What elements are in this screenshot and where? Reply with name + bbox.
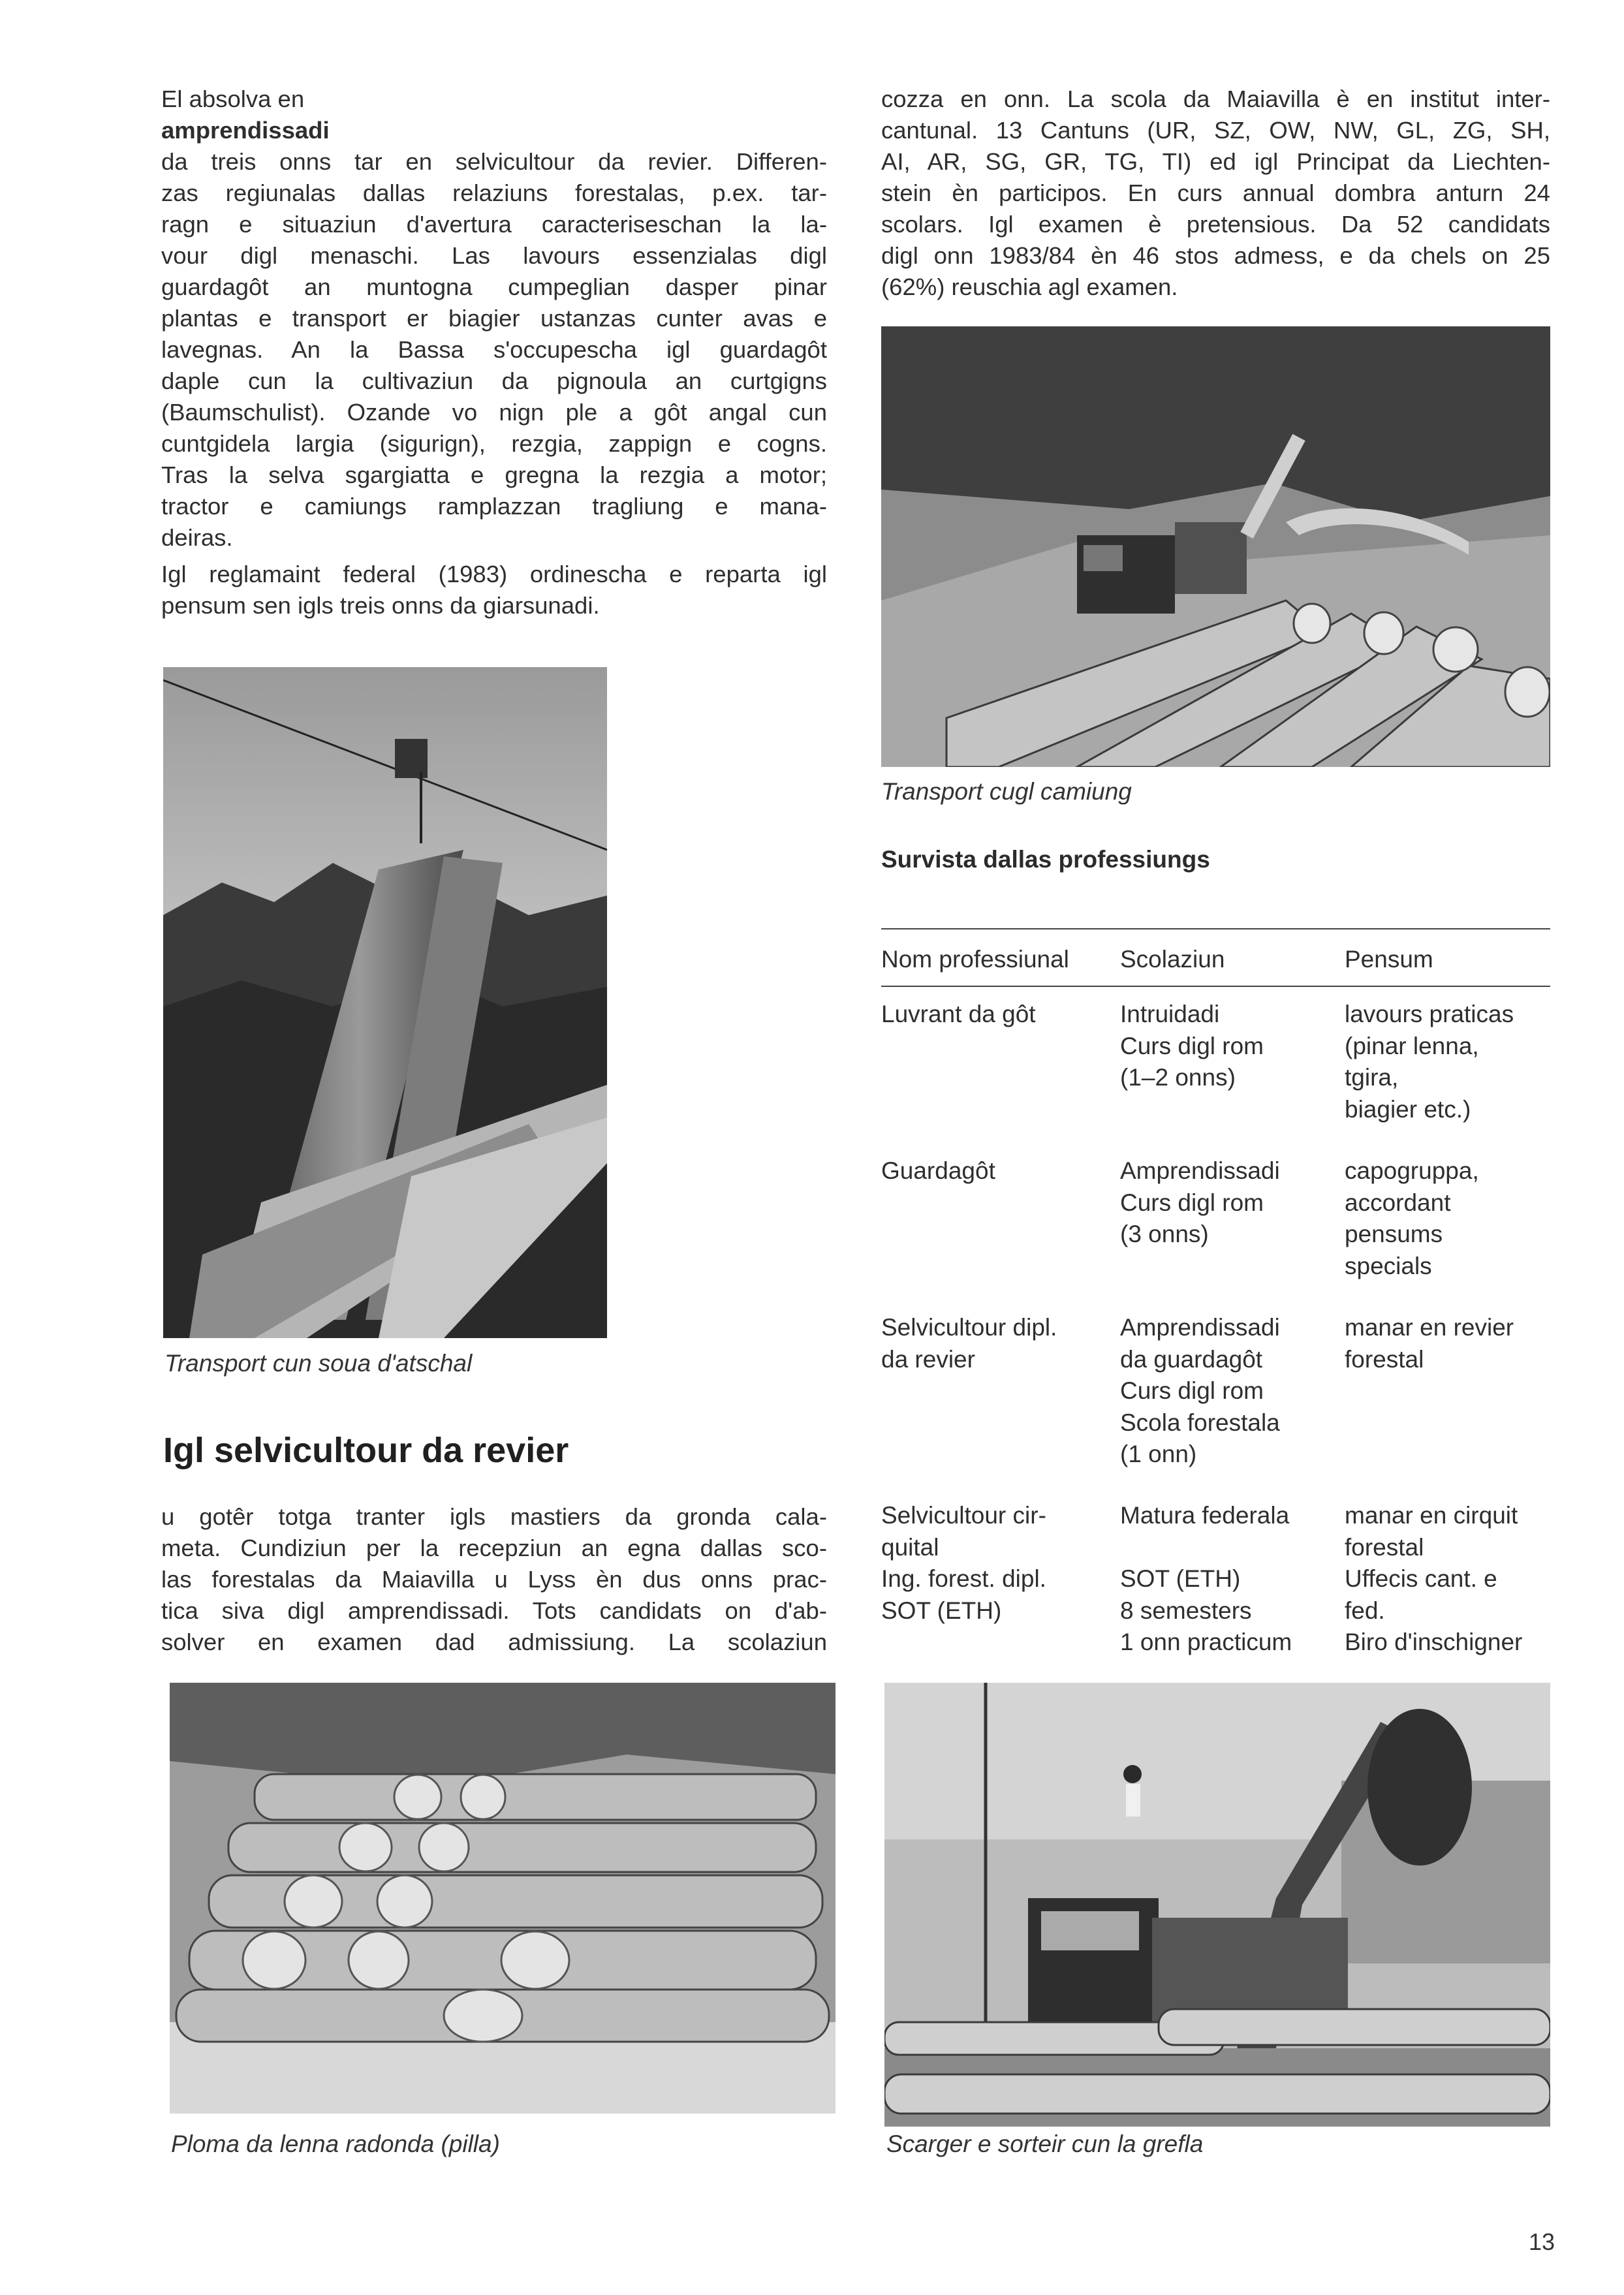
- table-top-rule: [881, 928, 1550, 929]
- text-line: meta. Cundiziun per la recepziun an egna dallas sco-: [161, 1535, 827, 1561]
- table-cell-name: Selvicultour dipl. da revier: [881, 1314, 1057, 1373]
- left-paragraph-3: [161, 1501, 827, 1658]
- page-number: 13: [1529, 2228, 1555, 2255]
- text-line: Tras la selva sgargiatta e gregna la rezgia a motor;: [161, 461, 827, 488]
- text-line: AI, AR, SG, GR, TG, TI) ed igl Principat da Liechten-: [881, 148, 1550, 175]
- text-line: (Baumschulist). Ozande vo nign ple a gôt angal cun: [161, 399, 827, 426]
- table-cell-training: Intruidadi Curs digl rom (1–2 onns): [1120, 1001, 1264, 1091]
- photo-caption: Scarger e sorteir cun la grefla: [886, 2131, 1204, 2157]
- text-line: plantas e transport er biagier ustanzas cunter avas e: [161, 305, 827, 332]
- text-line: tractor e camiungs ramplazzan tragliung e mana-: [161, 493, 827, 520]
- text-line: vour digl menaschi. Las lavours essenzialas digl: [161, 242, 827, 269]
- table-title: Survista dallas professiungs: [881, 846, 1210, 873]
- table-header-name: Nom professiunal: [881, 946, 1069, 973]
- left-paragraph-2: [161, 559, 827, 621]
- table-header-duties: Pensum: [1345, 946, 1433, 973]
- table-cell-duties: manar en cirquit forestal Uffecis cant. e fed. Biro d'inschigner: [1345, 1502, 1523, 1655]
- table-cell-duties: capogruppa, accordant pensums specials: [1345, 1157, 1479, 1279]
- text-line: guardagôt an muntogna cumpeglian dasper pinar: [161, 273, 827, 300]
- text-line: stein èn participos. En curs annual dombra anturn 24: [881, 180, 1550, 206]
- text-line: tica siva digl amprendissadi. Tots candidats on d'ab-: [161, 1597, 827, 1624]
- section-heading: Igl selvicultour da revier: [163, 1431, 569, 1470]
- text-line: solver en examen dad admissiung. La scolaziun: [161, 1629, 827, 1655]
- text-line: daple cun la cultivaziun da pignoula an curtgigns: [161, 367, 827, 394]
- table-header-rule: [881, 986, 1550, 987]
- text-line: Igl reglamaint federal (1983) ordinescha e reparta igl: [161, 561, 827, 587]
- text-line: zas regiunalas dallas relaziuns forestalas, p.ex. tar-: [161, 180, 827, 206]
- text-line: pensum sen igls treis onns da giarsunadi.: [161, 592, 600, 619]
- intro-bold-term: amprendissadi: [161, 117, 330, 144]
- text-line: da treis onns tar en selvicultour da revier. Differen-: [161, 148, 827, 175]
- photo-log-pile: [170, 1683, 835, 2114]
- table-cell-duties: lavours praticas (pinar lenna, tgira, biagier etc.): [1345, 1001, 1514, 1123]
- text-line: scolars. Igl examen è pretensious. Da 52 candidats: [881, 211, 1550, 238]
- text-line: lavegnas. An la Bassa s'occupescha igl guardagôt: [161, 336, 827, 363]
- table-cell-training: Amprendissadi Curs digl rom (3 onns): [1120, 1157, 1280, 1247]
- photo-caption: Transport cugl camiung: [881, 778, 1132, 805]
- photo-caption: Ploma da lenna radonda (pilla): [171, 2131, 500, 2157]
- text-line: cantunal. 13 Cantuns (UR, SZ, OW, NW, GL, ZG, SH,: [881, 117, 1550, 144]
- table-cell-name: Selvicultour cir- quital Ing. forest. dipl. SOT (ETH): [881, 1502, 1046, 1624]
- photo-crane-loading: [884, 1683, 1550, 2127]
- text-line: cuntgidela largia (sigurign), rezgia, zappign e cogns.: [161, 430, 827, 457]
- table-cell-training: Matura federala SOT (ETH) 8 semesters 1 onn practicum: [1120, 1502, 1292, 1655]
- photo-cable-transport: [163, 667, 607, 1338]
- text-line: u gotêr totga tranter igls mastiers da gronda cala-: [161, 1503, 827, 1530]
- text-line: las forestalas da Maiavilla u Lyss èn dus onns prac-: [161, 1566, 827, 1593]
- text-line: deiras.: [161, 524, 233, 551]
- photo-caption: Transport cun soua d'atschal: [164, 1350, 473, 1377]
- photo-truck-transport: [881, 326, 1550, 767]
- left-paragraph-1: [161, 146, 827, 554]
- table-header-training: Scolaziun: [1120, 946, 1225, 973]
- table-cell-training: Amprendissadi da guardagôt Curs digl rom Scola forestala (1 onn): [1120, 1314, 1280, 1467]
- table-cell-duties: manar en revier forestal: [1345, 1314, 1514, 1373]
- right-paragraph-top: [881, 84, 1550, 303]
- intro-label: El absolva en: [161, 86, 305, 112]
- table-cell-name: Luvrant da gôt: [881, 1001, 1036, 1027]
- text-line: ragn e situaziun d'avertura caracteriseschan la la-: [161, 211, 827, 238]
- table-cell-name: Guardagôt: [881, 1157, 995, 1184]
- text-line: digl onn 1983/84 èn 46 stos admess, e da chels on 25: [881, 242, 1550, 269]
- text-line: cozza en onn. La scola da Maiavilla è en institut inter-: [881, 86, 1550, 112]
- text-line: (62%) reuschia agl examen.: [881, 273, 1178, 300]
